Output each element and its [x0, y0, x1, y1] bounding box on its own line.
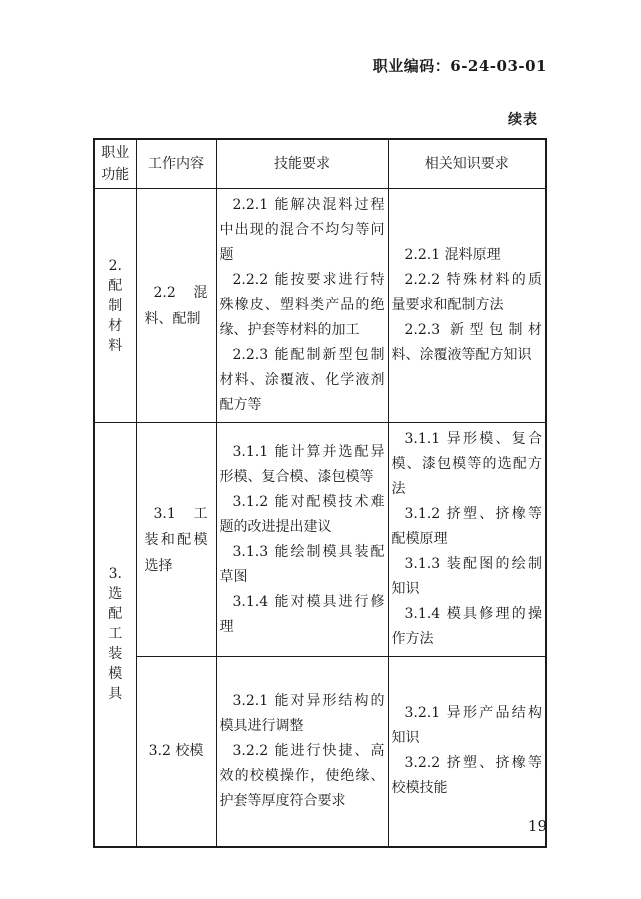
skills-cell-3-2 [216, 657, 388, 847]
work-content-label: 2.2 混料、配制 [144, 284, 208, 327]
occupation-code: 职业编码：6-24-03-01 [372, 57, 547, 75]
page-number: 19 [527, 817, 547, 835]
work-content-cell-3-2 [136, 657, 216, 847]
requirement-item: 2.2.2 特殊材料的质量要求和配制方法 [391, 272, 542, 313]
table-row [94, 657, 546, 847]
header-row [94, 139, 546, 189]
work-content-cell-2-2 [136, 189, 216, 423]
work-content-cell-3-1 [136, 423, 216, 657]
requirement-item: 3.1.4 能对模具进行修理 [219, 593, 385, 635]
col-header-knowledge-requirements: 相关知识要求 [388, 139, 546, 189]
requirement-item: 3.1.1 异形模、复合模、漆包模等的选配方法 [391, 431, 542, 497]
knowledge-cell-3-2 [388, 657, 546, 847]
occupational-standard-table [93, 138, 547, 848]
knowledge-cell-3-1 [388, 423, 546, 657]
requirement-item: 3.2.2 挤塑、挤橡等校模技能 [391, 755, 542, 797]
requirement-item: 3.2.1 能对异形结构的模具进行调整 [219, 692, 385, 734]
table-row [94, 189, 546, 423]
work-content-label: 3.2 校模 [148, 743, 204, 760]
col-header-function: 职业功能 [94, 139, 136, 189]
function-cell-2 [94, 189, 136, 423]
requirement-item: 2.2.1 混料原理 [404, 247, 501, 263]
requirement-item: 3.1.4 模具修理的操作方法 [391, 606, 542, 647]
requirement-item: 2.2.3 能配制新型包制材料、涂覆液、化学液剂配方等 [219, 347, 385, 413]
continued-table-label: 续表 [508, 112, 538, 128]
requirement-item: 3.2.1 异形产品结构知识 [391, 705, 542, 747]
requirement-item: 3.1.2 能对配模技术难题的改进提出建议 [219, 493, 385, 535]
function-label: 配制材料 [108, 277, 123, 354]
skills-cell-2-2 [216, 189, 388, 423]
requirement-item: 3.1.3 能绘制模具装配草图 [219, 543, 385, 585]
requirement-item: 3.2.2 能进行快捷、高效的校模操作，使绝缘、护套等厚度符合要求 [219, 742, 385, 809]
table-row [94, 423, 546, 657]
requirement-item: 2.2.3 新型包制材料、涂覆液等配方知识 [391, 322, 542, 363]
requirement-item: 2.2.1 能解决混料过程中出现的混合不均匀等问题 [219, 197, 385, 263]
skills-cell-3-1 [216, 423, 388, 657]
col-header-work-content: 工作内容 [136, 139, 216, 189]
requirement-item: 2.2.2 能按要求进行特殊橡皮、塑料类产品的绝缘、护套等材料的加工 [219, 272, 385, 338]
requirement-item: 3.1.1 能计算并选配异形模、复合模、漆包模等 [219, 443, 385, 485]
knowledge-cell-2-2 [388, 189, 546, 423]
function-number: 3. [108, 566, 122, 583]
col-header-skill-requirements: 技能要求 [216, 139, 388, 189]
function-number: 2. [108, 257, 122, 274]
requirement-item: 3.1.3 装配图的绘制知识 [391, 556, 542, 597]
function-cell-3 [94, 423, 136, 847]
work-content-label: 3.1 工装和配模选择 [144, 505, 208, 574]
function-label: 选配工装模具 [108, 586, 123, 703]
requirement-item: 3.1.2 挤塑、挤橡等配模原理 [391, 506, 542, 547]
